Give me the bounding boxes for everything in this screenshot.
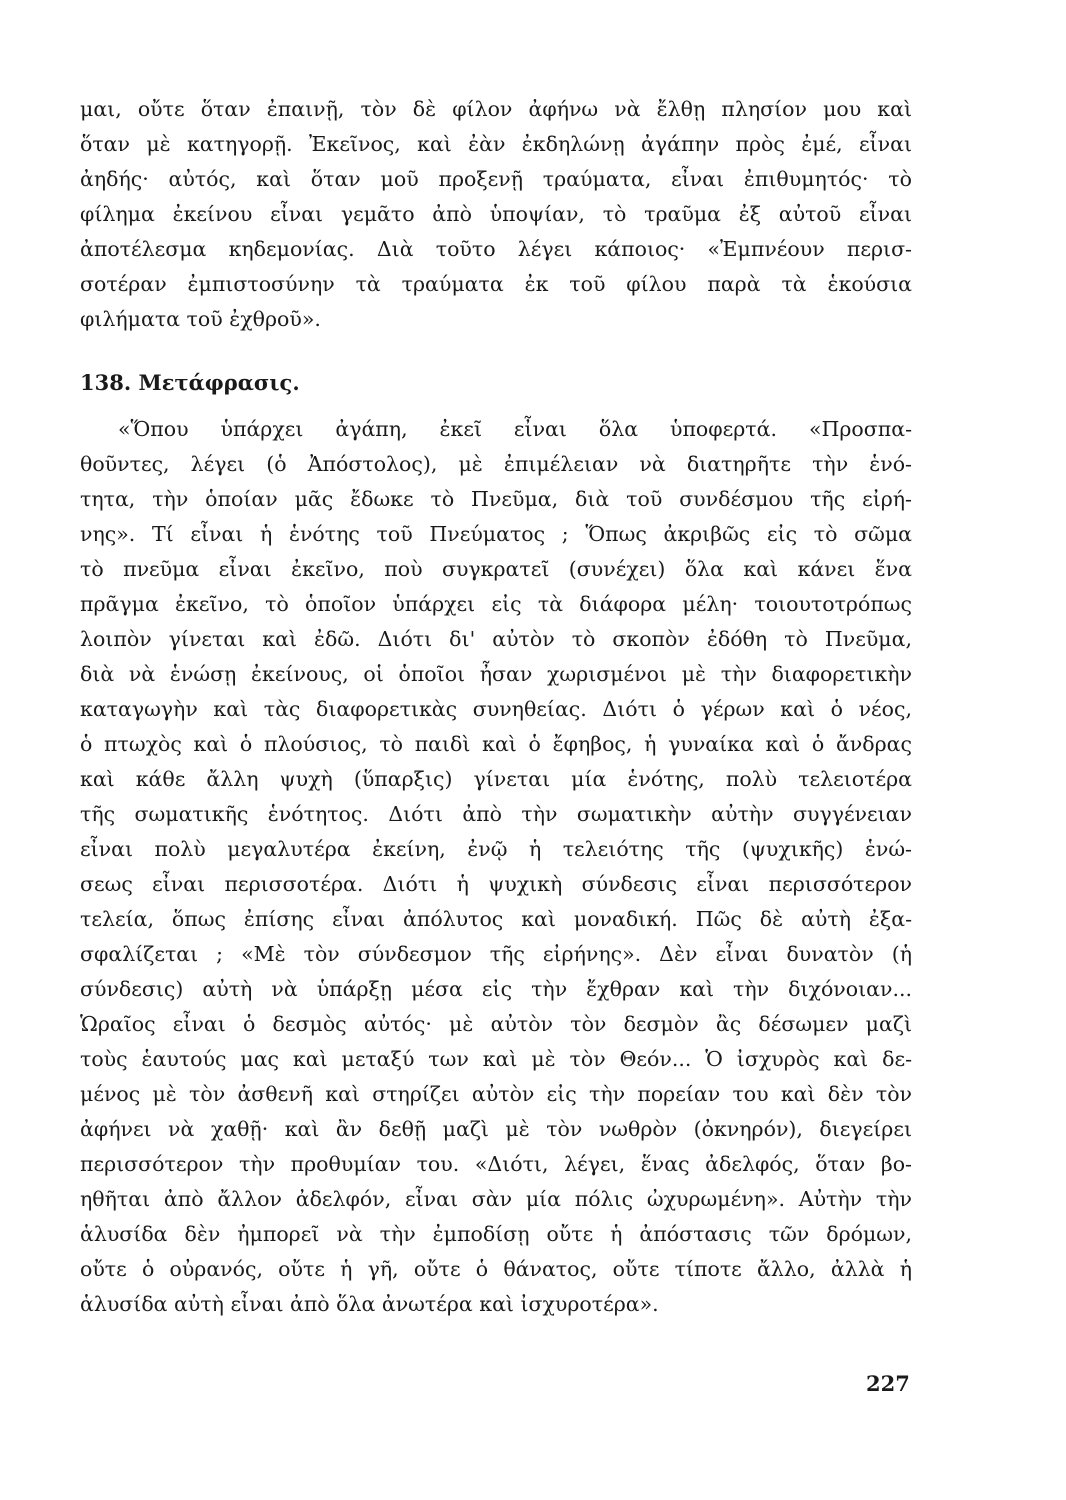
text-line: καὶ κάθε ἄλλη ψυχὴ (ὕπαρξις) γίνεται μία ἑνότης, πολὺ τελειοτέρα	[80, 767, 912, 791]
text-line: ἀποτέλεσμα κηδεμονίας. Διὰ τοῦτο λέγει κάποιος· «Ἐμπνέουν περισ-	[80, 237, 912, 261]
text-line: «Ὅπου ὑπάρχει ἀγάπη, ἐκεῖ εἶναι ὅλα ὑποφερτά. «Προσπα-	[118, 417, 912, 441]
text-line: ηθῆται ἀπὸ ἄλλον ἀδελφόν, εἶναι σὰν μία πόλις ὠχυρωμένη». Αὐτὴν τὴν	[80, 1187, 912, 1211]
text-line: πρᾶγμα ἐκεῖνο, τὸ ὁποῖον ὑπάρχει εἰς τὰ διάφορα μέλη· τοιουτοτρόπως	[80, 592, 912, 616]
section-heading: 138. Μετάφρασις.	[80, 370, 300, 395]
text-line: τητα, τὴν ὁποίαν μᾶς ἔδωκε τὸ Πνεῦμα, διὰ τοῦ συνδέσμου τῆς εἰρή-	[80, 487, 912, 511]
text-line: φίλημα ἐκείνου εἶναι γεμᾶτο ἀπὸ ὑποψίαν, τὸ τραῦμα ἐξ αὐτοῦ εἶναι	[80, 202, 912, 226]
text-line: ἀηδής· αὐτός, καὶ ὅταν μοῦ προξενῇ τραύματα, εἶναι ἐπιθυμητός· τὸ	[80, 167, 912, 191]
text-line: καταγωγὴν καὶ τὰς διαφορετικὰς συνηθείας. Διότι ὁ γέρων καὶ ὁ νέος,	[80, 697, 912, 721]
text-line: ἁλυσίδα δὲν ἠμπορεῖ νὰ τὴν ἐμποδίσῃ οὔτε ἡ ἀπόστασις τῶν δρόμων,	[80, 1222, 912, 1246]
paragraph-continued	[80, 92, 912, 337]
text-line: λοιπὸν γίνεται καὶ ἐδῶ. Διότι δι' αὐτὸν τὸ σκοπὸν ἐδόθη τὸ Πνεῦμα,	[80, 627, 912, 651]
text-line: μαι, οὔτε ὅταν ἐπαινῇ, τὸν δὲ φίλον ἀφήνω νὰ ἔλθῃ πλησίον μου καὶ	[80, 97, 912, 121]
text-line: ἁλυσίδα αὐτὴ εἶναι ἀπὸ ὅλα ἀνωτέρα καὶ ἰσχυροτέρα».	[80, 1292, 659, 1316]
text-line: σεως εἶναι περισσοτέρα. Διότι ἡ ψυχικὴ σύνδεσις εἶναι περισσότερον	[80, 872, 912, 896]
text-line: τοὺς ἑαυτούς μας καὶ μεταξύ των καὶ μὲ τὸν Θεόν... Ὁ ἰσχυρὸς καὶ δε-	[80, 1047, 912, 1071]
text-line: τὸ πνεῦμα εἶναι ἐκεῖνο, ποὺ συγκρατεῖ (συνέχει) ὅλα καὶ κάνει ἕνα	[80, 557, 912, 581]
text-line: περισσότερον τὴν προθυμίαν του. «Διότι, λέγει, ἕνας ἀδελφός, ὅταν βο-	[80, 1152, 912, 1176]
text-line: θοῦντες, λέγει (ὁ Ἀπόστολος), μὲ ἐπιμέλειαν νὰ διατηρῆτε τὴν ἑνό-	[80, 452, 912, 476]
text-line: νης». Τί εἶναι ἡ ἑνότης τοῦ Πνεύματος ; Ὅπως ἀκριβῶς εἰς τὸ σῶμα	[80, 522, 912, 546]
text-line: Ὡραῖος εἶναι ὁ δεσμὸς αὐτός· μὲ αὐτὸν τὸν δεσμὸν ἂς δέσωμεν μαζὶ	[80, 1012, 912, 1036]
text-line: σοτέραν ἐμπιστοσύνην τὰ τραύματα ἐκ τοῦ φίλου παρὰ τὰ ἑκούσια	[80, 272, 912, 296]
text-line: εἶναι πολὺ μεγαλυτέρα ἐκείνη, ἐνῷ ἡ τελειότης τῆς (ψυχικῆς) ἑνώ-	[80, 837, 912, 861]
text-line: ὁ πτωχὸς καὶ ὁ πλούσιος, τὸ παιδὶ καὶ ὁ ἔφηβος, ἡ γυναίκα καὶ ὁ ἄνδρας	[80, 732, 912, 756]
text-line: οὔτε ὁ οὐρανός, οὔτε ἡ γῆ, οὔτε ὁ θάνατος, οὔτε τίποτε ἄλλο, ἀλλὰ ἡ	[80, 1257, 912, 1281]
text-line: ὅταν μὲ κατηγορῇ. Ἐκεῖνος, καὶ ἐὰν ἐκδηλώνῃ ἀγάπην πρὸς ἐμέ, εἶναι	[80, 132, 912, 156]
paragraph-translation	[80, 412, 912, 1322]
text-line: μένος μὲ τὸν ἀσθενῆ καὶ στηρίζει αὐτὸν εἰς τὴν πορείαν του καὶ δὲν τὸν	[80, 1082, 912, 1106]
text-line: ἀφήνει νὰ χαθῇ· καὶ ἂν δεθῇ μαζὶ μὲ τὸν νωθρὸν (ὀκνηρόν), διεγείρει	[80, 1117, 912, 1141]
text-line: τῆς σωματικῆς ἑνότητος. Διότι ἀπὸ τὴν σωματικὴν αὐτὴν συγγένειαν	[80, 802, 912, 826]
text-line: τελεία, ὅπως ἐπίσης εἶναι ἀπόλυτος καὶ μοναδική. Πῶς δὲ αὐτὴ ἐξα-	[80, 907, 912, 931]
text-line: σφαλίζεται ; «Μὲ τὸν σύνδεσμον τῆς εἰρήνης». Δὲν εἶναι δυνατὸν (ἡ	[80, 942, 912, 966]
text-line: διὰ νὰ ἑνώσῃ ἐκείνους, οἱ ὁποῖοι ἦσαν χωρισμένοι μὲ τὴν διαφορετικὴν	[80, 662, 912, 686]
text-line: φιλήματα τοῦ ἐχθροῦ».	[80, 307, 321, 331]
page-number: 227	[866, 1371, 910, 1396]
text-line: σύνδεσις) αὐτὴ νὰ ὑπάρξῃ μέσα εἰς τὴν ἔχθραν καὶ τὴν διχόνοιαν...	[80, 977, 912, 1001]
